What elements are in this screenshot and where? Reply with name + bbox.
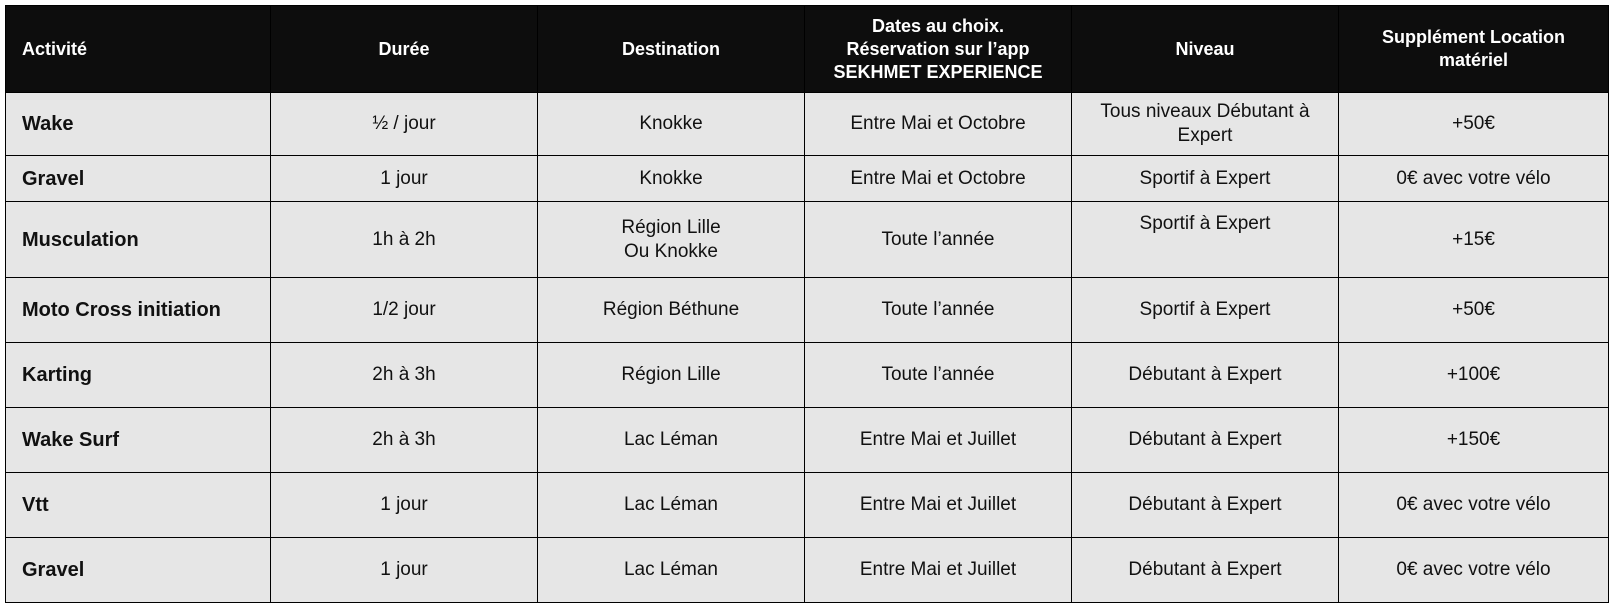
cell-destination: Knokke	[538, 156, 805, 202]
table-header-row	[6, 6, 1609, 93]
cell-niveau: Débutant à Expert	[1072, 538, 1339, 603]
cell-niveau: Débutant à Expert	[1072, 343, 1339, 408]
cell-destination: Région Lille	[538, 343, 805, 408]
table-row	[6, 156, 1609, 202]
header-dates	[805, 6, 1072, 93]
cell-dates: Toute l’année	[805, 278, 1072, 343]
cell-niveau: Tous niveaux Débutant à Expert	[1072, 93, 1339, 156]
cell-duree: 2h à 3h	[271, 408, 538, 473]
cell-activite: Wake Surf	[6, 408, 271, 473]
cell-duree: ½ / jour	[271, 93, 538, 156]
cell-supplement: +50€	[1339, 278, 1609, 343]
header-supplement	[1339, 6, 1609, 93]
cell-dates: Toute l’année	[805, 202, 1072, 278]
cell-duree: 1 jour	[271, 156, 538, 202]
cell-destination: Lac Léman	[538, 538, 805, 603]
cell-niveau: Débutant à Expert	[1072, 408, 1339, 473]
table-row	[6, 278, 1609, 343]
cell-supplement: 0€ avec votre vélo	[1339, 473, 1609, 538]
cell-activite: Karting	[6, 343, 271, 408]
table-row	[6, 473, 1609, 538]
cell-supplement: +15€	[1339, 202, 1609, 278]
cell-activite: Moto Cross initiation	[6, 278, 271, 343]
cell-destination: Knokke	[538, 93, 805, 156]
cell-niveau: Sportif à Expert	[1072, 202, 1339, 278]
cell-activite: Gravel	[6, 538, 271, 603]
cell-destination: Lac Léman	[538, 473, 805, 538]
activities-table-container	[5, 5, 1609, 603]
cell-duree: 1 jour	[271, 473, 538, 538]
header-activite: Activité	[6, 6, 271, 93]
table-row	[6, 343, 1609, 408]
cell-activite: Musculation	[6, 202, 271, 278]
header-duree: Durée	[271, 6, 538, 93]
header-niveau: Niveau	[1072, 6, 1339, 93]
cell-supplement: +150€	[1339, 408, 1609, 473]
cell-duree: 2h à 3h	[271, 343, 538, 408]
cell-supplement: 0€ avec votre vélo	[1339, 538, 1609, 603]
cell-activite: Vtt	[6, 473, 271, 538]
cell-supplement: +50€	[1339, 93, 1609, 156]
header-supplement-text: Supplément Location matériel	[1381, 27, 1565, 70]
table-row	[6, 408, 1609, 473]
cell-niveau: Sportif à Expert	[1072, 278, 1339, 343]
cell-dates: Entre Mai et Octobre	[805, 156, 1072, 202]
cell-dates: Entre Mai et Juillet	[805, 538, 1072, 603]
header-dates-text: Dates au choix. Réservation sur l’app SEKHMET EXPERIENCE	[833, 15, 1043, 82]
cell-duree: 1/2 jour	[271, 278, 538, 343]
cell-destination: Lac Léman	[538, 408, 805, 473]
cell-destination: Région Béthune	[538, 278, 805, 343]
header-destination: Destination	[538, 6, 805, 93]
cell-dates: Entre Mai et Juillet	[805, 473, 1072, 538]
table-row	[6, 93, 1609, 156]
cell-duree: 1 jour	[271, 538, 538, 603]
cell-activite: Gravel	[6, 156, 271, 202]
activities-table	[5, 5, 1609, 603]
cell-duree: 1h à 2h	[271, 202, 538, 278]
cell-supplement: 0€ avec votre vélo	[1339, 156, 1609, 202]
cell-dates: Entre Mai et Juillet	[805, 408, 1072, 473]
cell-supplement: +100€	[1339, 343, 1609, 408]
cell-dates: Entre Mai et Octobre	[805, 93, 1072, 156]
cell-dates: Toute l’année	[805, 343, 1072, 408]
cell-destination: Région Lille Ou Knokke	[538, 202, 805, 278]
cell-activite: Wake	[6, 93, 271, 156]
table-row	[6, 202, 1609, 278]
cell-niveau: Sportif à Expert	[1072, 156, 1339, 202]
cell-niveau: Débutant à Expert	[1072, 473, 1339, 538]
